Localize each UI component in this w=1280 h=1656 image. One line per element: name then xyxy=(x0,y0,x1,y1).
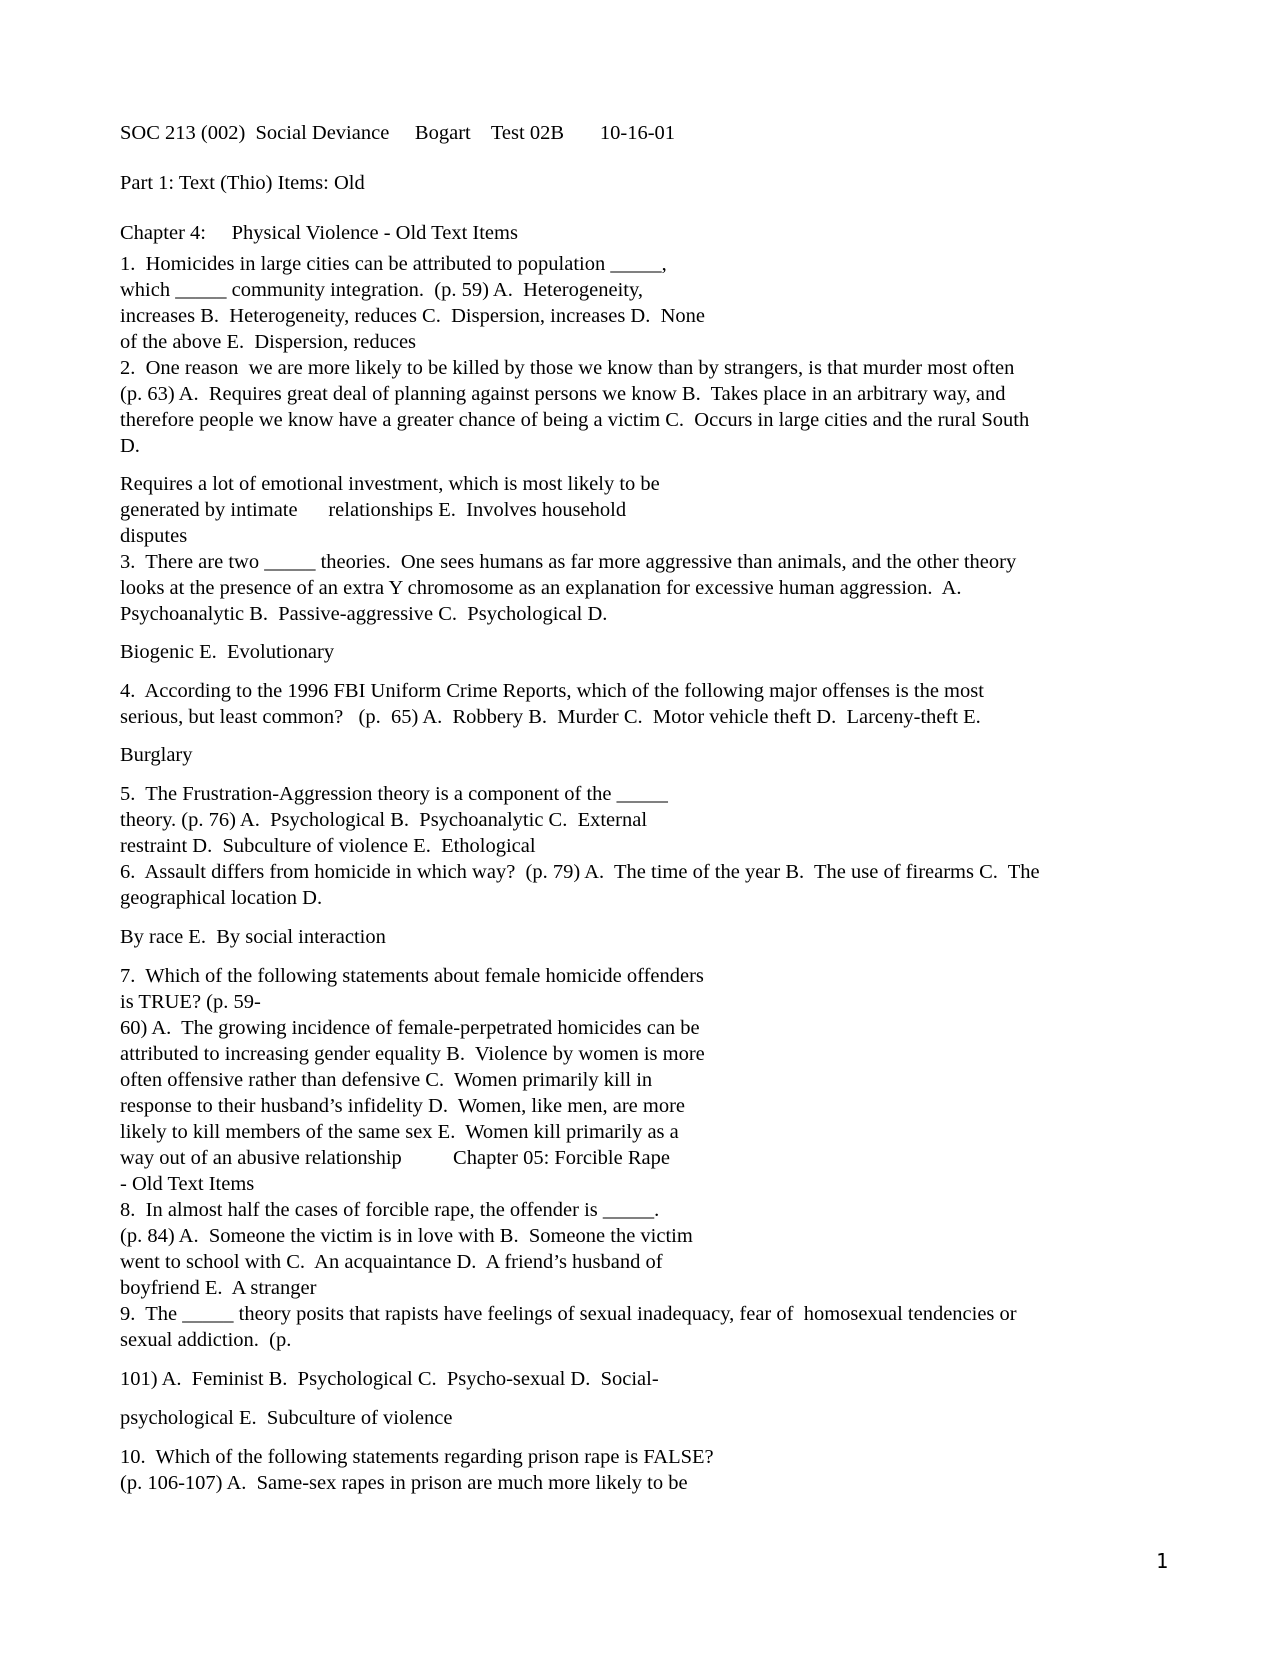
text-line: increases B. Heterogeneity, reduces C. Dispersion, increases D. None xyxy=(120,305,706,327)
text-line: psychological E. Subculture of violence xyxy=(120,1407,453,1429)
text-line: (p. 106-107) A. Same-sex rapes in prison are much more likely to be xyxy=(120,1472,688,1494)
text-line: looks at the presence of an extra Y chromosome as an explanation for excessive human aggression. A. xyxy=(120,577,962,599)
text-line: restraint D. Subculture of violence E. Ethological xyxy=(120,835,536,857)
text-line: 8. In almost half the cases of forcible rape, the offender is _____. xyxy=(120,1199,660,1221)
text-line: went to school with C. An acquaintance D. A friend’s husband of xyxy=(120,1251,663,1273)
test-header: SOC 213 (002) Social Deviance Bogart Test 02B 10-16-01 xyxy=(120,122,676,144)
text-line: D. xyxy=(120,435,140,457)
text-line: boyfriend E. A stranger xyxy=(120,1277,317,1299)
text-line: 10. Which of the following statements regarding prison rape is FALSE? xyxy=(120,1446,714,1468)
text-line: Requires a lot of emotional investment, which is most likely to be xyxy=(120,473,660,495)
text-line: generated by intimate relationships E. Involves household xyxy=(120,499,627,521)
text-line: - Old Text Items xyxy=(120,1173,255,1195)
text-line: therefore people we know have a greater chance of being a victim C. Occurs in large cities and the rural South xyxy=(120,409,1030,431)
text-line: serious, but least common? (p. 65) A. Robbery B. Murder C. Motor vehicle theft D. Larceny-theft E. xyxy=(120,706,981,728)
text-line: (p. 84) A. Someone the victim is in love with B. Someone the victim xyxy=(120,1225,693,1247)
text-line: 6. Assault differs from homicide in which way? (p. 79) A. The time of the year B. The use of firearms C. The xyxy=(120,861,1040,883)
text-line: geographical location D. xyxy=(120,887,323,909)
text-line: 60) A. The growing incidence of female-perpetrated homicides can be xyxy=(120,1017,700,1039)
text-line: of the above E. Dispersion, reduces xyxy=(120,331,417,353)
text-line: sexual addiction. (p. xyxy=(120,1329,292,1351)
text-line: Psychoanalytic B. Passive-aggressive C. Psychological D. xyxy=(120,603,608,625)
page-number: 1 xyxy=(1155,1549,1168,1573)
text-line: 2. One reason we are more likely to be killed by those we know than by strangers, is that murder most often xyxy=(120,357,1015,379)
text-line: response to their husband’s infidelity D. Women, like men, are more xyxy=(120,1095,686,1117)
text-line: Biogenic E. Evolutionary xyxy=(120,641,335,663)
text-line: likely to kill members of the same sex E. Women kill primarily as a xyxy=(120,1121,679,1143)
text-line: 3. There are two _____ theories. One sees humans as far more aggressive than animals, and the other theory xyxy=(120,551,1017,573)
text-line: which _____ community integration. (p. 59) A. Heterogeneity, xyxy=(120,279,644,301)
text-line: 9. The _____ theory posits that rapists have feelings of sexual inadequacy, fear of homosexual tendencies or xyxy=(120,1303,1017,1325)
text-line: often offensive rather than defensive C. Women primarily kill in xyxy=(120,1069,653,1091)
text-line: theory. (p. 76) A. Psychological B. Psychoanalytic C. External xyxy=(120,809,648,831)
chapter-4-title: Chapter 4: Physical Violence - Old Text Items xyxy=(120,222,518,244)
text-line: (p. 63) A. Requires great deal of planning against persons we know B. Takes place in an arbitrary way, and xyxy=(120,383,1006,405)
text-line: is TRUE? (p. 59- xyxy=(120,991,261,1013)
text-line: 7. Which of the following statements about female homicide offenders xyxy=(120,965,704,987)
text-line: 5. The Frustration-Aggression theory is a component of the _____ xyxy=(120,783,668,805)
text-line: way out of an abusive relationship Chapter 05: Forcible Rape xyxy=(120,1147,670,1169)
part-title: Part 1: Text (Thio) Items: Old xyxy=(120,172,365,194)
text-line: 1. Homicides in large cities can be attributed to population _____, xyxy=(120,253,667,275)
text-line: By race E. By social interaction xyxy=(120,926,386,948)
text-line: Burglary xyxy=(120,744,193,766)
text-line: attributed to increasing gender equality B. Violence by women is more xyxy=(120,1043,705,1065)
text-line: disputes xyxy=(120,525,188,547)
text-line: 4. According to the 1996 FBI Uniform Crime Reports, which of the following major offenses is the most xyxy=(120,680,984,702)
text-line: 101) A. Feminist B. Psychological C. Psycho-sexual D. Social- xyxy=(120,1368,659,1390)
